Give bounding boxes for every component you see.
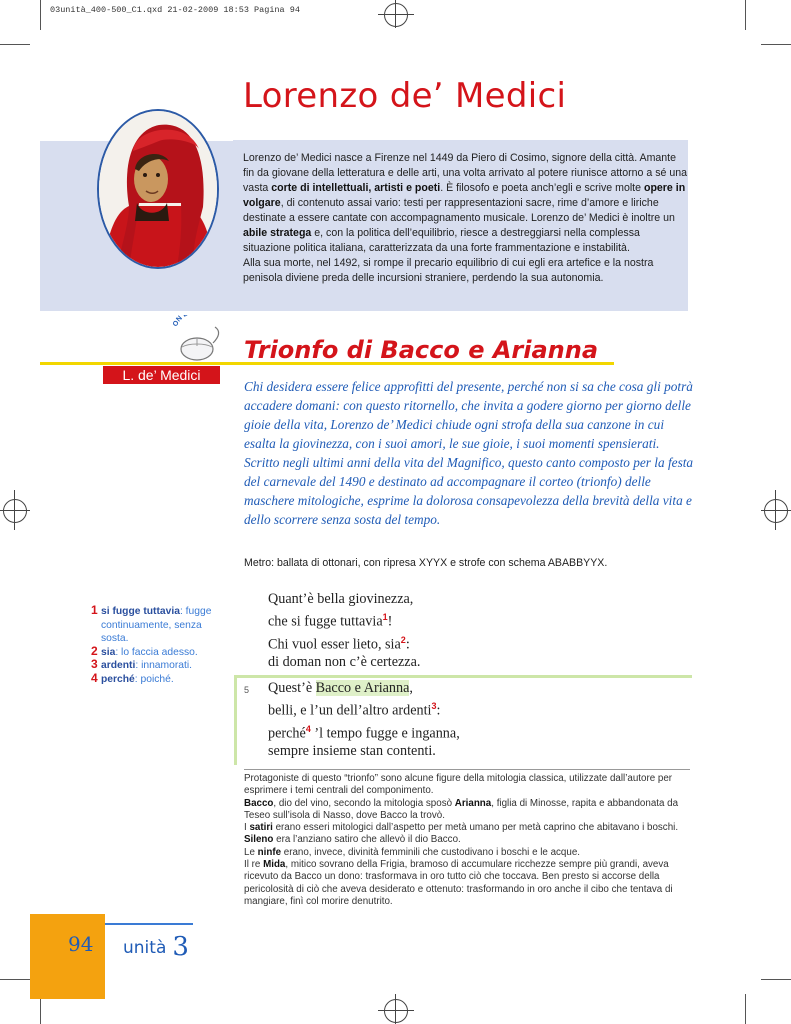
crop-mark — [761, 44, 791, 45]
poem-line — [268, 679, 460, 697]
text-run: , dio del vino, secondo la mitologia sposò — [273, 797, 455, 809]
poem-line — [268, 720, 460, 743]
footnote — [91, 643, 232, 660]
text-run: Le — [244, 846, 258, 858]
commentary-paragraph — [244, 822, 690, 847]
poem-line — [268, 590, 420, 608]
commentary-paragraph — [244, 773, 690, 798]
poem-line — [268, 742, 460, 760]
bold-term: opere in volgare — [243, 182, 686, 209]
intro-paragraph: Scritto negli ultimi anni della vita del Magnifico, questo canto composto per la festa del carnevale del 1490 e destinato ad accompagnare il corteo (trionfo) delle maschere mitologiche, esprime la dolorosa consapevolezza della brevità della vita e dello scorrere senza sosta del tempo. — [244, 455, 694, 527]
highlighted-text: Bacco e Arianna — [315, 680, 410, 696]
footnote-gloss: : innamorati. — [135, 660, 193, 671]
lorenzo-portrait-image — [99, 111, 217, 267]
bold-term: satiri — [249, 822, 273, 834]
text-run: , figlia di Minosse, rapita e abbandonata da Teseo sull’isola di Nasso, dove Bacco la trovò. — [244, 797, 679, 821]
intro-paragraph: Chi desidera essere felice approfitti del presente, perché non si sa che cosa gli potrà accadere domani: con questo ritornello, che invita a godere giorno per giorno delle gioie della vita, Lorenzo de’ Medici chiude ogni strofa della sua canzone in cui esalta la giovinezza, con i suoi amori, le sue gioie, i suoi momenti spensierati. — [244, 379, 693, 451]
text-run: , — [409, 680, 413, 696]
poem-ripresa — [268, 590, 420, 671]
footnote-gloss: : poiché. — [134, 673, 174, 685]
footnotes — [92, 605, 232, 686]
text-run: , mitico sovrano della Frigia, bramoso di accumulare ricchezze sempre più grandi, aveva ricevuto da Bacco un dono: trasformava in oro tutto ciò che toccava. Ben presto si accorse della pericolosità di ciò che aveva desiderato e ottenuto: trasformando in oro anche il cibo che tentava di mangiare, finì col morire denutrito. — [244, 859, 673, 907]
footnote-number: 1 — [91, 603, 98, 617]
bold-term: Mida — [263, 859, 286, 871]
poem-line — [268, 608, 420, 631]
footnote-ref: 3 — [431, 701, 437, 711]
text-run: Chi vuol esser lieto, sia — [268, 636, 401, 653]
text-run: ! — [387, 613, 393, 630]
bold-term: Bacco — [244, 797, 274, 809]
text-run: Quant’è bella giovinezza, — [268, 591, 414, 607]
footnote — [92, 659, 232, 673]
bold-term: corte di intellettuali, artisti e poeti — [271, 182, 441, 194]
unit-label — [123, 932, 189, 962]
page-tab — [30, 914, 105, 999]
svg-text:ON LINE — [172, 315, 200, 328]
crop-mark — [0, 979, 30, 980]
footnote-ref: 1 — [382, 612, 388, 622]
text-run: . È filosofo e poeta anch’egli e scrive molte — [440, 182, 644, 194]
bio-paragraph — [243, 151, 689, 256]
author-tag: L. de’ Medici — [103, 366, 220, 384]
bold-term: ninfe — [257, 846, 282, 858]
text-run: perché — [268, 725, 306, 742]
mythology-commentary — [244, 769, 690, 908]
crop-mark — [761, 979, 791, 980]
poem-title: Trionfo di Bacco e Arianna — [244, 336, 599, 364]
footnote-number: 3 — [91, 657, 98, 671]
footnote-number: 2 — [91, 643, 98, 658]
bio-paragraph — [243, 256, 689, 286]
poem-line — [268, 697, 460, 720]
crop-mark — [745, 0, 746, 30]
footnote-ref: 2 — [400, 634, 406, 645]
footnote-lemma: si fugge tuttavia — [101, 606, 180, 617]
poem-line — [268, 653, 420, 671]
text-run: ’l tempo fugge e inganna, — [310, 725, 460, 742]
footnote-lemma: perché — [101, 673, 135, 685]
crop-mark — [745, 994, 746, 1024]
footnote-lemma: ardenti — [101, 660, 136, 671]
bold-term: Arianna — [454, 797, 492, 809]
poem-stanza — [268, 679, 460, 760]
footer-rule — [105, 923, 193, 925]
text-run: Quest’è — [268, 680, 316, 696]
biography-text — [243, 151, 689, 286]
unit-number: 3 — [172, 932, 189, 962]
text-run: erano esseri mitologici dall’aspetto per metà umano per metà caprino che abitavano i boschi. — [272, 822, 679, 834]
text-run: Alla sua morte, nel 1492, si rompe il precario equilibrio di cui egli era artefice e la nostra penisola diviene preda delle incursioni straniere, perdendo la sua autonomia. — [243, 257, 654, 284]
text-run: erano, invece, divinità femminili che custodivano i boschi e le acque. — [281, 846, 580, 858]
crop-mark — [0, 44, 30, 45]
footnote-gloss: : lo faccia adesso. — [115, 646, 198, 658]
text-run: belli, e l’un dell’altro ardenti — [268, 702, 432, 719]
text-run: Protagoniste di questo “trionfo” sono alcune figure della mitologia classica, utilizzate dall’autore per esprimere i temi centrali del componimento. — [244, 773, 673, 797]
footnote-number: 4 — [91, 670, 98, 685]
commentary-paragraph — [244, 847, 690, 859]
text-run: di doman non c’è certezza. — [268, 654, 421, 671]
text-run: : — [436, 702, 441, 719]
footnote-lemma: sia — [101, 646, 116, 658]
commentary-paragraph — [244, 798, 690, 823]
online-mouse-icon[interactable] — [165, 315, 225, 365]
unit-word: unità — [123, 938, 167, 958]
text-run: che si fugge tuttavia — [268, 613, 383, 630]
line-number: 5 — [244, 685, 250, 695]
text-run: Lorenzo de’ Medici nasce a Firenze nel 1449 da Piero di Cosimo, signore della città. Amante fin da giovane della letteratura e delle arti, una volta arrivato al potere riunisce attorno a sé una vasta — [243, 152, 688, 194]
bold-term: Sileno — [244, 834, 274, 846]
text-run: Il re — [244, 859, 264, 871]
portrait-medallion — [97, 109, 219, 269]
metre-note: Metro: ballata di ottonari, con ripresa XYYX e strofe con schema ABABBYYX. — [244, 557, 608, 569]
bold-term: abile stratega — [243, 227, 312, 239]
poem-introduction — [244, 377, 696, 529]
poem-line — [268, 631, 420, 654]
page-title: Lorenzo de’ Medici — [243, 76, 567, 116]
footnote — [91, 670, 232, 687]
text-run: e, con la politica dell’equilibrio, riesce a destreggiarsi nella complessa situazione politica italiana, caratterizzata da una forte frammentazione e instabilità. — [243, 227, 640, 254]
file-slug: 03unità_400-500_C1.qxd 21-02-2009 18:53 Pagina 94 — [50, 5, 300, 15]
footnote-ref: 4 — [305, 723, 311, 734]
text-run: era l’anziano satiro che allevò il dio Bacco. — [273, 834, 461, 846]
page-number: 94 — [68, 932, 94, 956]
footnote-gloss: : fugge continuamente, senza sosta. — [101, 606, 212, 644]
commentary-paragraph — [244, 859, 690, 908]
text-run: I — [244, 822, 250, 834]
footnote — [92, 605, 232, 646]
text-run: , di contenuto assai vario: testi per rappresentazioni sacre, rime d’amore e liriche destinate a essere cantate con accompagnamento musicale. Lorenzo de’ Medici è inoltre un — [243, 197, 675, 224]
text-run: sempre insieme stan contenti. — [268, 743, 436, 760]
online-label: ON — [171, 315, 184, 328]
crop-mark — [40, 0, 41, 30]
text-run: : — [405, 636, 410, 653]
